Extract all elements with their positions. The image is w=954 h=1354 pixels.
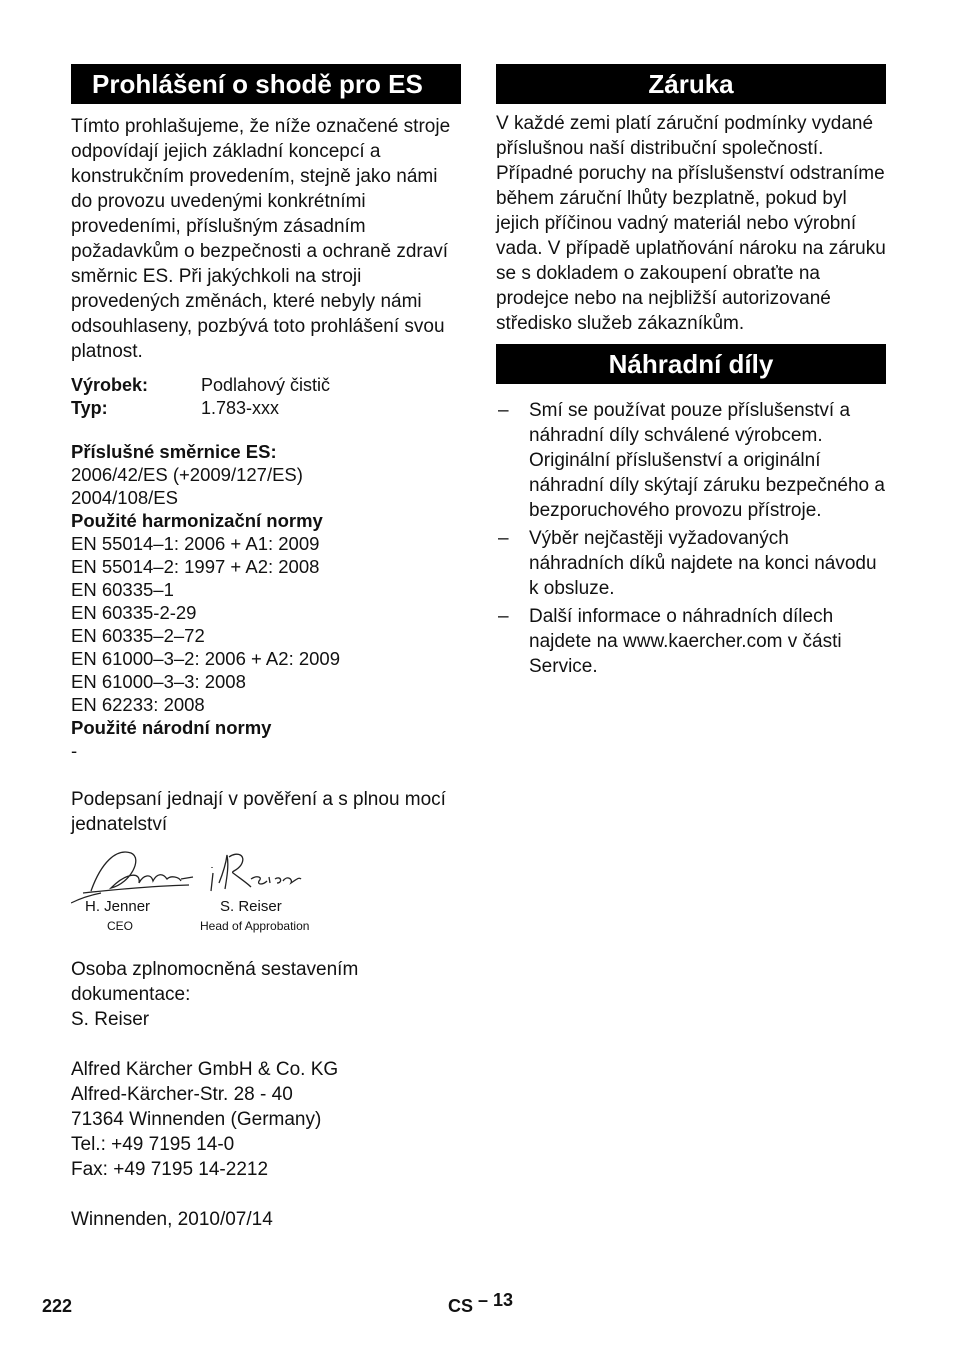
product-row xyxy=(71,374,461,397)
section-page: – 13 xyxy=(478,1290,514,1310)
dash-bullet: – xyxy=(498,606,509,627)
national-value: - xyxy=(71,740,78,761)
harmonized-label: Použité harmonizační normy xyxy=(71,510,323,531)
address-line: Alfred-Kärcher-Str. 28 - 40 xyxy=(71,1084,293,1105)
list-item-text: Smí se používat pouze příslušenství a náhradní díly schválené výrobcem. Originální příslušenství a originální náhradní díly skýtají záruku bezpečného a bezporuchového provozu přístroje. xyxy=(529,400,885,521)
harmonized-item: EN 61000–3–2: 2006 + A2: 2009 xyxy=(71,648,340,669)
address-line: Alfred Kärcher GmbH & Co. KG xyxy=(71,1059,339,1080)
harmonized-item: EN 61000–3–3: 2008 xyxy=(71,671,246,692)
page-number: 222 xyxy=(42,1296,73,1316)
place-date: Winnenden, 2010/07/14 xyxy=(71,1209,273,1230)
type-value: 1.783-xxx xyxy=(201,398,280,418)
product-label: Výrobek: xyxy=(71,375,149,395)
harmonized-item: EN 55014–2: 1997 + A2: 2008 xyxy=(71,556,320,577)
documentation-text: Osoba zplnomocněná sestavením dokumentace: xyxy=(71,959,359,1005)
documentation-person: S. Reiser xyxy=(71,1009,150,1030)
declaration-heading: Prohlášení o shodě pro ES xyxy=(71,64,461,104)
signatory-1-name: H. Jenner xyxy=(85,898,151,915)
signature-block xyxy=(71,843,461,953)
spare-parts-heading: Náhradní díly xyxy=(496,344,886,384)
footer-language xyxy=(448,1290,514,1317)
signed-text: Podepsaní jednají v pověření a s plnou mocí jednatelství xyxy=(71,789,446,835)
harmonized-item: EN 62233: 2008 xyxy=(71,694,205,715)
harmonized-item: EN 55014–1: 2006 + A1: 2009 xyxy=(71,533,320,554)
signatory-2-name: S. Reiser xyxy=(220,898,282,915)
address-line: Tel.: +49 7195 14-0 xyxy=(71,1134,235,1155)
declaration-intro: Tímto prohlašujeme, že níže označené stroje odpovídají jejich základní koncepcí a konstrukčním provedením, stejně jako námi do provozu uvedenými konkrétními provedeními, příslušným zásadním požadavkům o bezpečnosti a ochraně zdraví směrnic ES. Při jakýchkoli na stroji provedených změnách, které nebyly námi odsouhlaseny, pozbývá toto prohlášení svou platnost. xyxy=(71,116,451,362)
declaration-column xyxy=(71,64,461,1232)
product-value: Podlahový čistič xyxy=(201,375,331,395)
list-item-text: Další informace o náhradních dílech najdete na www.kaercher.com v části Service. xyxy=(529,606,842,677)
directive-item: 2006/42/ES (+2009/127/ES) xyxy=(71,464,303,485)
dash-bullet: – xyxy=(498,400,509,421)
dash-bullet: – xyxy=(498,528,509,549)
directives-label: Příslušné směrnice ES: xyxy=(71,441,277,462)
warranty-column xyxy=(496,64,886,682)
list-item-text: Výběr nejčastěji vyžadovaných náhradních díků najdete na konci návodu k obsluze. xyxy=(529,528,877,599)
spare-parts-list xyxy=(496,398,886,679)
type-label: Typ: xyxy=(71,398,108,418)
signatory-2-role: Head of Approbation xyxy=(200,919,310,933)
harmonized-item: EN 60335–1 xyxy=(71,579,174,600)
address-line: 71364 Winnenden (Germany) xyxy=(71,1109,322,1130)
harmonized-item: EN 60335–2–72 xyxy=(71,625,205,646)
company-address xyxy=(71,1057,461,1182)
language-code: CS xyxy=(448,1296,474,1316)
product-info xyxy=(71,374,461,420)
warranty-heading: Záruka xyxy=(496,64,886,104)
harmonized-item: EN 60335-2-29 xyxy=(71,602,197,623)
address-line: Fax: +49 7195 14-2212 xyxy=(71,1159,269,1180)
list-item xyxy=(496,526,886,601)
list-item xyxy=(496,604,886,679)
type-row xyxy=(71,397,461,420)
signatory-1-role: CEO xyxy=(107,919,134,933)
list-item xyxy=(496,398,886,523)
warranty-text: V každé zemi platí záruční podmínky vydané příslušnou naší distribuční společností. Případné poruchy na příslušenství odstraníme během záruční lhůty bezplatně, pokud byl jejich příčinou vadný materiál nebo výrobní vada. V případě uplatňování nároku na záruku se s dokladem o zakoupení obraťte na prodejce nebo na nejbližší autorizované středisko služeb zákazníkům. xyxy=(496,113,886,334)
national-label: Použité národní normy xyxy=(71,717,272,738)
directive-item: 2004/108/ES xyxy=(71,487,178,508)
standards-block xyxy=(71,440,461,762)
